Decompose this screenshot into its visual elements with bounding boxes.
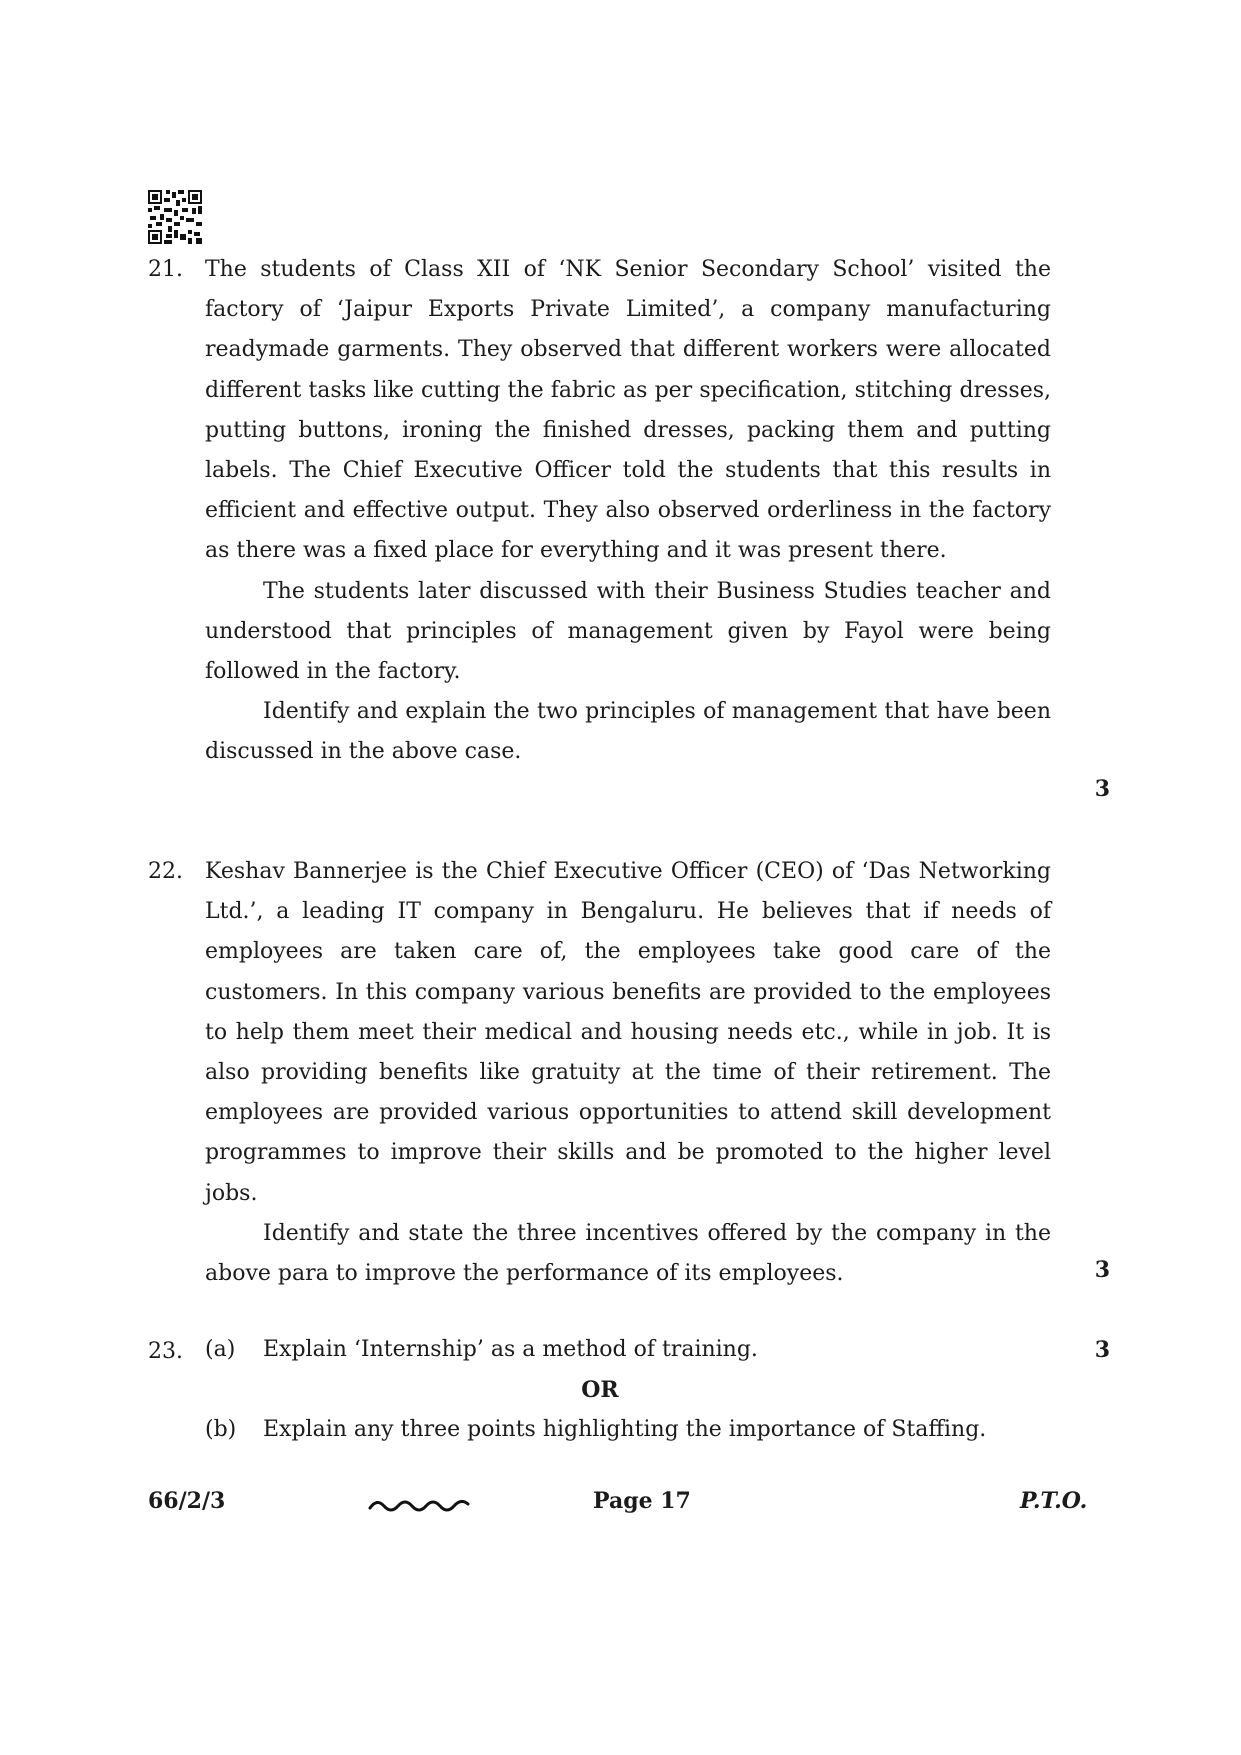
question-22-paragraph-1: Keshav Bannerjee is the Chief Executive Officer (CEO) of ‘Das Networking Ltd.’, a leading IT company in Bengaluru. He believes that if needs of employees are taken care of, the employees take good care of the customers. In this company various benefits are provided to the employees to help them meet their medical and housing needs etc., while in job. It is also providing benefits like gratuity at the time of their retirement. The employees are provided various opportunities to attend skill development programmes to improve their skills and be promoted to the higher level jobs. xyxy=(205,859,1051,1206)
question-23-a-text: Explain ‘Internship’ as a method of training. xyxy=(263,1337,758,1362)
question-21-number: 21. xyxy=(148,257,183,282)
or-divider: OR xyxy=(581,1377,619,1403)
question-22-body xyxy=(205,852,1051,1294)
question-21-paragraph-2: The students later discussed with their Business Studies teacher and understood that principles of management given by Fayol were being followed in the factory. xyxy=(205,578,1051,685)
question-21-paragraph-3: Identify and explain the two principles of management that have been discussed in the above case. xyxy=(205,699,1051,765)
question-23-a-label: (a) xyxy=(205,1337,236,1362)
question-22-number: 22. xyxy=(148,859,183,884)
question-22-paragraph-2: Identify and state the three incentives offered by the company in the above para to improve the performance of its employees. xyxy=(205,1220,1051,1287)
question-21-paragraph-1: The students of Class XII of ‘NK Senior Secondary School’ visited the factory of ‘Jaipur Exports Private Limited’, a company manufacturing readymade garments. They observed that different workers were allocated different tasks like cutting the fabric as per specification, stitching dresses, putting buttons, ironing the finished dresses, packing them and putting labels. The Chief Executive Officer told the students that this results in efficient and effective output. They also observed orderliness in the factory as there was a fixed place for everything and it was present there. xyxy=(205,257,1051,564)
question-23-b-label: (b) xyxy=(205,1417,237,1442)
question-22-marks: 3 xyxy=(1094,1257,1110,1283)
pto-label: P.T.O. xyxy=(1020,1488,1088,1514)
question-23-marks: 3 xyxy=(1094,1337,1110,1363)
question-21-marks: 3 xyxy=(1094,776,1110,802)
page-number: Page 17 xyxy=(593,1488,691,1514)
question-21-body xyxy=(205,250,1051,773)
question-23-number: 23. xyxy=(148,1339,183,1364)
paper-code: 66/2/3 xyxy=(148,1488,226,1514)
wave-ornament-icon xyxy=(368,1496,472,1516)
qr-code xyxy=(148,190,202,244)
question-23-b-text: Explain any three points highlighting the importance of Staffing. xyxy=(263,1417,987,1442)
